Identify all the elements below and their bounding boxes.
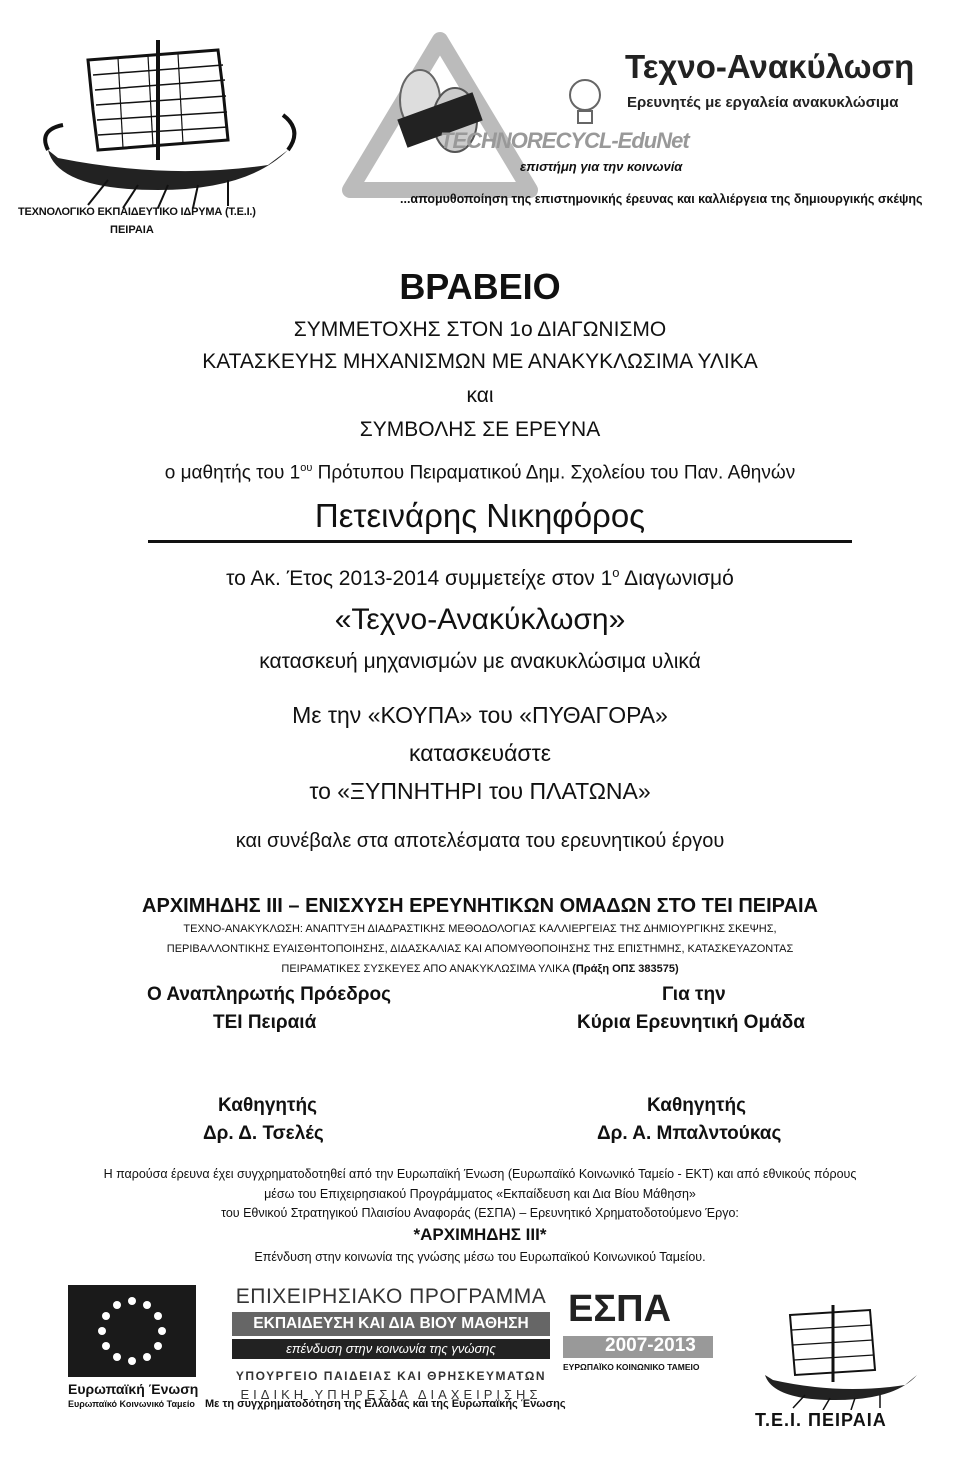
tei-footer-name: Τ.Ε.Ι. ΠΕΙΡΑΙΑ	[755, 1410, 887, 1430]
cofunding-line: Με τη συγχρηματοδότηση της Ελλάδας και της Ευρωπαϊκής Ένωσης	[205, 1398, 566, 1410]
funding-line-4: Επένδυση στην κοινωνία της γνώσης μέσω του Ευρωπαϊκού Κοινωνικού Ταμείου.	[254, 1250, 706, 1264]
contest-name: «Τεχνο-Ανακύκλωση»	[334, 603, 626, 636]
project-logo-brand-sub: επιστήμη για την κοινωνία	[520, 159, 683, 174]
project-line-1: Με την «ΚΟΥΠΑ» του «ΠΥΘΑΓΟΡΑ»	[292, 702, 668, 728]
ministry-line-2: ΕΙΔΙΚΗ ΥΠΗΡΕΣΙΑ ΔΙΑΧΕΙΡΙΣΗΣ	[240, 1387, 542, 1402]
op-line-2: ΕΚΠΑΙΔΕΥΣΗ ΚΑΙ ΔΙΑ ΒΙΟΥ ΜΑΘΗΣΗ	[253, 1315, 529, 1332]
eu-logo	[68, 1285, 208, 1415]
award-line-4: ΣΥΜΒΟΛΗΣ ΣΕ ΕΡΕΥΝΑ	[359, 418, 601, 441]
op-line-3-banner	[232, 1339, 550, 1359]
eu-flag-icon	[68, 1285, 196, 1377]
ship-icon	[18, 30, 318, 210]
right-role-2: Κύρια Ερευνητική Ομάδα	[577, 1012, 805, 1033]
ship-icon	[745, 1300, 935, 1410]
contribution-line: και συνέβαλε στα αποτελέσματα του ερευνητικού έργου	[235, 830, 725, 852]
recycle-icon	[340, 30, 540, 200]
left-role-2: ΤΕΙ Πειραιά	[213, 1012, 317, 1033]
tei-piraeus-logo	[18, 30, 318, 240]
award-line-2: ΚΑΤΑΣΚΕΥΗΣ ΜΗΧΑΝΙΣΜΩΝ ΜΕ ΑΝΑΚΥΚΛΩΣΙΜΑ ΥΛΙΚΑ	[202, 350, 758, 373]
award-line-1: ΣΥΜΜΕΤΟΧΗΣ ΣΤΟΝ 1ο ΔΙΑΓΩΝΙΣΜΟ	[293, 318, 667, 341]
tei-footer-logo	[745, 1300, 945, 1440]
student-intro	[0, 462, 960, 484]
tei-logo-caption: ΤΕΧΝΟΛΟΓΙΚΟ ΕΚΠΑΙΔΕΥΤΙΚΟ ΙΔΡΥΜΑ (Τ.Ε.Ι.)	[18, 206, 256, 218]
program-desc-1: ΤΕΧΝΟ-ΑΝΑΚΥΚΛΩΣΗ: ΑΝΑΠΤΥΞΗ ΔΙΑΔΡΑΣΤΙΚΗΣ ΜΕΘΟΔΟΛΟΓΙΑΣ ΚΑΛΛΙΕΡΓΕΙΑΣ ΤΗΣ ΔΗΜΙΟΥΡΓΙΚΗΣ ΣΚΕΨΗΣ,	[183, 923, 777, 935]
eu-fund: Ευρωπαϊκό Κοινωνικό Ταμείο	[68, 1399, 195, 1409]
left-signer-name: Δρ. Δ. Τσελές	[203, 1123, 324, 1144]
funding-line-1: Η παρούσα έρευνα έχει συγχρηματοδοτηθεί από την Ευρωπαϊκή Ένωση (Ευρωπαϊκό Κοινωνικό Ταμείο - ΕΚΤ) και από εθνικούς πόρους	[103, 1167, 857, 1181]
left-signer-title: Καθηγητής	[218, 1095, 317, 1116]
year-line-sup: ο	[612, 565, 620, 580]
project-line-2: κατασκευάστε	[409, 740, 551, 766]
project-logo-title: Τεχνο-Ανακύλωση	[625, 48, 915, 85]
student-intro-a: ο μαθητής του 1	[164, 462, 301, 484]
espa-fund: ΕΥΡΩΠΑΪΚΟ ΚΟΙΝΩΝΙΚΟ ΤΑΜΕΙΟ	[563, 1362, 700, 1372]
award-title: ΒΡΑΒΕΙΟ	[399, 266, 561, 307]
espa-years: 2007-2013	[605, 1335, 696, 1356]
ministry-line-1: ΥΠΟΥΡΓΕΙΟ ΠΑΙΔΕΙΑΣ ΚΑΙ ΘΡΗΣΚΕΥΜΑΤΩΝ	[235, 1369, 547, 1383]
program-desc-2: ΠΕΡΙΒΑΛΛΟΝΤΙΚΗΣ ΕΥΑΙΣΘΗΤΟΠΟΙΗΣΗΣ, ΔΙΔΑΣΚΑΛΙΑΣ ΚΑΙ ΑΠΟΜΥΘΟΠΟΙΗΣΗΣ ΤΗΣ ΕΠΙΣΤΗΜΗΣ, ΚΑΤΑΣΚΕΥΑΖΟΝΤΑΣ	[166, 943, 794, 955]
espa-name: ΕΣΠΑ	[568, 1288, 672, 1330]
program-desc-3-bold: (Πράξη ΟΠΣ 383575)	[572, 963, 679, 975]
op-line-1: ΕΠΙΧΕΙΡΗΣΙΑΚΟ ΠΡΟΓΡΑΜΜΑ	[235, 1285, 547, 1308]
project-logo-tagline: ...απομυθοποίηση της επιστημονικής έρευνας και καλλιέργεια της δημιουργικής σκέψης	[400, 192, 923, 206]
right-signer-title: Καθηγητής	[647, 1095, 746, 1116]
left-role-1: Ο Αναπληρωτής Πρόεδρος	[147, 984, 392, 1005]
project-line-3: το «ΞΥΠΝΗΤΗΡΙ του ΠΛΑΤΩΝΑ»	[309, 778, 651, 804]
project-logo	[340, 20, 940, 220]
year-line-a: το Ακ. Έτος 2013-2014 συμμετείχε στον 1	[226, 567, 613, 590]
student-intro-b: Πρότυπου Πειραματικού Δημ. Σχολείου του Παν. Αθηνών	[312, 462, 796, 484]
espa-logo	[563, 1288, 723, 1388]
student-name: Πετεινάρης Νικηφόρος	[314, 497, 646, 534]
right-signer-name: Δρ. Α. Μπαλντούκας	[597, 1123, 782, 1144]
op-line-3: επένδυση στην κοινωνία της γνώσης	[286, 1341, 496, 1356]
funding-line-2: μέσω του Επιχειρησιακού Προγράμματος «Εκπαίδευση και Δια Βίου Μάθηση»	[264, 1187, 696, 1201]
name-underline	[148, 540, 852, 543]
project-logo-brand: TECHNORECYCL-EduNet	[440, 128, 689, 153]
year-line-b: Διαγωνισμό	[619, 567, 734, 590]
program-desc-3-text: ΠΕΙΡΑΜΑΤΙΚΕΣ ΣΥΣΚΕΥΕΣ ΑΠΟ ΑΝΑΚΥΚΛΩΣΙΜΑ ΥΛΙΚΑ	[281, 963, 570, 975]
year-line	[0, 565, 960, 591]
student-intro-sup: ου	[300, 462, 313, 474]
espa-years-banner	[563, 1336, 713, 1358]
project-logo-subtitle: Ερευνητές με εργαλεία ανακυκλώσιμα	[627, 94, 899, 111]
funding-line-3: του Εθνικού Στρατηγικού Πλαισίου Αναφοράς (ΕΣΠΑ) – Ερευνητικό Χρηματοδοτούμενο Έργο:	[221, 1206, 739, 1220]
op-line-2-banner	[232, 1312, 550, 1336]
award-line-3: και	[466, 384, 494, 407]
program-desc-3	[0, 963, 960, 975]
right-role-1: Για την	[662, 984, 726, 1005]
lightbulb-icon	[565, 75, 605, 135]
eu-name: Ευρωπαϊκή Ένωση	[68, 1381, 199, 1397]
program-title: ΑΡΧΙΜΗΔΗΣ ΙΙΙ – ΕΝΙΣΧΥΣΗ ΕΡΕΥΝΗΤΙΚΩΝ ΟΜΑΔΩΝ ΣΤΟ ΤΕΙ ΠΕΙΡΑΙΑ	[142, 895, 818, 917]
funding-program: *ΑΡΧΙΜΗΔΗΣ ΙΙΙ*	[413, 1225, 547, 1244]
contest-description: κατασκευή μηχανισμών με ανακυκλώσιμα υλικά	[259, 650, 701, 673]
tei-logo-city: ΠΕΙΡΑΙΑ	[110, 224, 154, 236]
